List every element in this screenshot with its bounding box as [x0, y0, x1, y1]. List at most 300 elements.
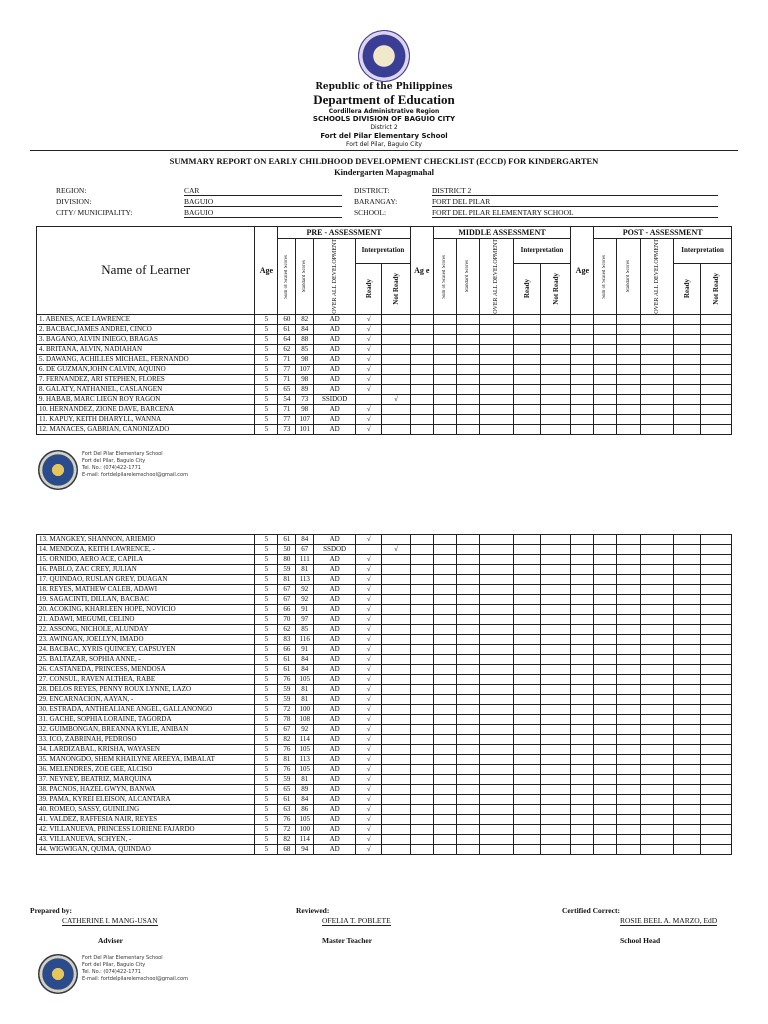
empty-cell: [540, 324, 570, 334]
empty-cell: [410, 404, 433, 414]
pre-notready-mark: [382, 595, 410, 605]
empty-cell: [594, 384, 617, 394]
empty-cell: [410, 384, 433, 394]
pre-sum-scaled: 50: [278, 545, 296, 555]
pre-standard-score: 84: [296, 795, 314, 805]
empty-cell: [410, 314, 433, 324]
empty-cell: [571, 615, 594, 625]
learner-name: 9. HABAB, MARC LIEGN ROY RAGON: [37, 394, 255, 404]
empty-cell: [456, 785, 479, 795]
empty-cell: [571, 705, 594, 715]
school-logo-bottom: [38, 954, 78, 994]
pre-standard-score: 105: [296, 765, 314, 775]
empty-cell: [513, 785, 540, 795]
empty-cell: [571, 685, 594, 695]
pre-age: 5: [255, 605, 278, 615]
empty-cell: [701, 384, 732, 394]
prepared-label: Prepared by:: [30, 906, 73, 915]
pre-standard-score: 81: [296, 685, 314, 695]
empty-cell: [701, 605, 732, 615]
empty-cell: [513, 384, 540, 394]
empty-cell: [594, 715, 617, 725]
empty-cell: [594, 795, 617, 805]
empty-cell: [674, 595, 701, 605]
empty-cell: [410, 675, 433, 685]
empty-cell: [571, 695, 594, 705]
empty-cell: [571, 795, 594, 805]
empty-cell: [540, 725, 570, 735]
empty-cell: [513, 414, 540, 424]
pre-sum-scaled: 73: [278, 424, 296, 434]
footer-line-3: Tel. No.: (074)422-1771: [82, 465, 141, 471]
empty-cell: [540, 545, 570, 555]
empty-cell: [540, 625, 570, 635]
empty-cell: [571, 625, 594, 635]
pre-standard-score: 84: [296, 535, 314, 545]
empty-cell: [540, 795, 570, 805]
empty-cell: [571, 665, 594, 675]
empty-cell: [479, 615, 513, 625]
learner-row: [37, 825, 732, 835]
empty-cell: [456, 314, 479, 324]
empty-cell: [701, 615, 732, 625]
pre-ready-mark: √: [356, 615, 382, 625]
pre-overall: AD: [314, 314, 356, 324]
empty-cell: [701, 825, 732, 835]
empty-cell: [617, 404, 640, 414]
empty-cell: [594, 535, 617, 545]
learner-row: [37, 815, 732, 825]
footer-line-1: Fort Del Pilar Elementary School: [82, 955, 163, 961]
empty-cell: [456, 775, 479, 785]
empty-cell: [701, 364, 732, 374]
empty-cell: [571, 715, 594, 725]
empty-cell: [640, 745, 674, 755]
empty-cell: [456, 635, 479, 645]
learner-name: 18. REYES, MATHEW CALEB, ADAWI: [37, 585, 255, 595]
empty-cell: [674, 805, 701, 815]
empty-cell: [410, 414, 433, 424]
empty-cell: [617, 815, 640, 825]
empty-cell: [617, 805, 640, 815]
learner-name: 31. GACHE, SOPHIA LORAINE, TAGORDA: [37, 715, 255, 725]
pre-ready-mark: √: [356, 354, 382, 364]
empty-cell: [479, 805, 513, 815]
empty-cell: [456, 615, 479, 625]
empty-cell: [513, 344, 540, 354]
rows-page2: [37, 535, 732, 855]
empty-cell: [513, 675, 540, 685]
learner-name: 17. QUINDAO, RUSLAN GREY, DUAGAN: [37, 575, 255, 585]
empty-cell: [513, 625, 540, 635]
footer-line-2: Fort del Pilar, Baguio City: [82, 458, 146, 464]
empty-cell: [479, 555, 513, 565]
empty-cell: [479, 635, 513, 645]
pre-standard-score: 111: [296, 555, 314, 565]
empty-cell: [701, 815, 732, 825]
empty-cell: [433, 705, 456, 715]
empty-cell: [456, 575, 479, 585]
empty-cell: [594, 845, 617, 855]
empty-cell: [571, 675, 594, 685]
pre-age: 5: [255, 815, 278, 825]
pre-notready-mark: [382, 565, 410, 575]
pre-notready-mark: √: [382, 545, 410, 555]
pre-sum-scaled: 62: [278, 344, 296, 354]
footer-line-1: Fort Del Pilar Elementary School: [82, 451, 163, 457]
learner-name: 28. DELOS REYES, PENNY ROUX LYNNE, LAZO: [37, 685, 255, 695]
empty-cell: [513, 745, 540, 755]
pre-notready-mark: [382, 825, 410, 835]
empty-cell: [701, 354, 732, 364]
empty-cell: [433, 585, 456, 595]
empty-cell: [410, 715, 433, 725]
pre-notready-mark: [382, 665, 410, 675]
learner-name: 11. KAPUY, KEITH DHARYLL, WANNA: [37, 414, 255, 424]
empty-cell: [410, 785, 433, 795]
empty-cell: [674, 635, 701, 645]
pre-ready-mark: √: [356, 605, 382, 615]
empty-cell: [433, 354, 456, 364]
empty-cell: [513, 845, 540, 855]
empty-cell: [540, 655, 570, 665]
learner-name: 14. MENDOZA, KEITH LAWRENCE, -: [37, 545, 255, 555]
empty-cell: [433, 675, 456, 685]
pre-overall: AD: [314, 795, 356, 805]
pre-notready-mark: [382, 364, 410, 374]
report-subtitle: Kindergarten Mapagmahal: [334, 167, 434, 177]
empty-cell: [594, 344, 617, 354]
empty-cell: [479, 374, 513, 384]
empty-cell: [513, 324, 540, 334]
learner-name: 16. PABLO, ZAC CREY, JULIAN: [37, 565, 255, 575]
empty-cell: [410, 615, 433, 625]
pre-age: 5: [255, 715, 278, 725]
pre-notready-mark: [382, 765, 410, 775]
pre-overall: AD: [314, 424, 356, 434]
empty-cell: [540, 344, 570, 354]
pre-ready-mark: √: [356, 755, 382, 765]
empty-cell: [640, 835, 674, 845]
empty-cell: [540, 645, 570, 655]
empty-cell: [513, 705, 540, 715]
empty-cell: [513, 755, 540, 765]
pre-notready-mark: [382, 615, 410, 625]
learner-row: [37, 535, 732, 545]
empty-cell: [701, 625, 732, 635]
empty-cell: [701, 745, 732, 755]
pre-overall: AD: [314, 755, 356, 765]
learner-name: 34. LARDIZABAL, KRISHA, WAYASEN: [37, 745, 255, 755]
learner-row: [37, 605, 732, 615]
empty-cell: [479, 585, 513, 595]
pre-standard-score: 107: [296, 414, 314, 424]
pre-age: 5: [255, 735, 278, 745]
empty-cell: [640, 815, 674, 825]
learner-name: 25. BALTAZAR, SOPHIA ANNE, -: [37, 655, 255, 665]
pre-age: 5: [255, 334, 278, 344]
empty-cell: [540, 815, 570, 825]
pre-age: 5: [255, 655, 278, 665]
pre-sum-scaled: 64: [278, 334, 296, 344]
empty-cell: [571, 775, 594, 785]
empty-cell: [571, 585, 594, 595]
empty-cell: [571, 575, 594, 585]
pre-overall: AD: [314, 835, 356, 845]
pre-sum-scaled: 72: [278, 705, 296, 715]
empty-cell: [617, 765, 640, 775]
empty-cell: [540, 535, 570, 545]
learner-name: 23. AWINGAN, JOELLYN, IMADO: [37, 635, 255, 645]
learner-row: [37, 364, 732, 374]
empty-cell: [540, 394, 570, 404]
empty-cell: [433, 785, 456, 795]
empty-cell: [479, 645, 513, 655]
empty-cell: [540, 314, 570, 324]
empty-cell: [640, 545, 674, 555]
empty-cell: [540, 555, 570, 565]
pre-ready-mark: √: [356, 344, 382, 354]
empty-cell: [701, 424, 732, 434]
empty-cell: [479, 755, 513, 765]
empty-cell: [540, 615, 570, 625]
empty-cell: [594, 785, 617, 795]
learner-name: 38. PACNOS, HAZEL GWYN, BANWA: [37, 785, 255, 795]
empty-cell: [594, 394, 617, 404]
empty-cell: [456, 675, 479, 685]
pre-notready-mark: [382, 344, 410, 354]
empty-cell: [433, 725, 456, 735]
empty-cell: [571, 755, 594, 765]
empty-cell: [456, 715, 479, 725]
pre-sum-scaled: 72: [278, 825, 296, 835]
empty-cell: [640, 705, 674, 715]
empty-cell: [594, 354, 617, 364]
empty-cell: [701, 334, 732, 344]
empty-cell: [456, 394, 479, 404]
school-line: Fort del Pilar Elementary School: [320, 132, 448, 140]
learner-row: [37, 765, 732, 775]
pre-sum-scaled: 63: [278, 805, 296, 815]
pre-age: 5: [255, 374, 278, 384]
pre-overall: AD: [314, 735, 356, 745]
learner-name: 15. ORNIDO, AERO ACE, CAPILA: [37, 555, 255, 565]
pre-sum-scaled: 65: [278, 384, 296, 394]
pre-standard-score: 98: [296, 404, 314, 414]
empty-cell: [674, 354, 701, 364]
pre-notready-mark: [382, 535, 410, 545]
empty-cell: [479, 685, 513, 695]
empty-cell: [513, 394, 540, 404]
pre-sum-scaled: 81: [278, 575, 296, 585]
empty-cell: [617, 645, 640, 655]
header-divider: [30, 150, 738, 151]
empty-cell: [540, 685, 570, 695]
pre-standard-score: 81: [296, 565, 314, 575]
pre-notready-mark: [382, 685, 410, 695]
empty-cell: [701, 735, 732, 745]
empty-cell: [617, 715, 640, 725]
empty-cell: [571, 545, 594, 555]
empty-cell: [674, 364, 701, 374]
empty-cell: [513, 645, 540, 655]
learner-name: 39. PAMA, KYREI ELEISON, ALCANTARA: [37, 795, 255, 805]
empty-cell: [456, 414, 479, 424]
empty-cell: [433, 625, 456, 635]
empty-cell: [701, 665, 732, 675]
learner-row: [37, 725, 732, 735]
empty-cell: [540, 745, 570, 755]
empty-cell: [594, 555, 617, 565]
pre-notready-mark: [382, 755, 410, 765]
empty-cell: [479, 815, 513, 825]
empty-cell: [674, 755, 701, 765]
eccd-table-page2: [36, 534, 732, 855]
school-label: SCHOOL:: [354, 208, 387, 217]
empty-cell: [410, 354, 433, 364]
pre-ready-mark: √: [356, 334, 382, 344]
mid-notready-header: Not Ready: [540, 263, 570, 314]
pre-standard-score: 92: [296, 585, 314, 595]
empty-cell: [513, 314, 540, 324]
empty-cell: [479, 384, 513, 394]
empty-cell: [594, 775, 617, 785]
pre-standard-score: 81: [296, 775, 314, 785]
pre-age: 5: [255, 645, 278, 655]
empty-cell: [674, 394, 701, 404]
empty-cell: [640, 595, 674, 605]
learner-row: [37, 655, 732, 665]
empty-cell: [513, 605, 540, 615]
learner-row: [37, 314, 732, 324]
empty-cell: [674, 585, 701, 595]
empty-cell: [674, 815, 701, 825]
pre-overall: AD: [314, 344, 356, 354]
pre-overall: AD: [314, 354, 356, 364]
empty-cell: [674, 765, 701, 775]
pre-overall: AD: [314, 555, 356, 565]
empty-cell: [479, 394, 513, 404]
pre-age: 5: [255, 705, 278, 715]
empty-cell: [571, 605, 594, 615]
region-value: CAR: [184, 186, 342, 196]
pre-age: 5: [255, 805, 278, 815]
pre-notready-mark: [382, 374, 410, 384]
certified-role: School Head: [620, 936, 661, 945]
empty-cell: [594, 755, 617, 765]
pre-ready-mark: √: [356, 745, 382, 755]
empty-cell: [674, 424, 701, 434]
empty-cell: [617, 314, 640, 324]
empty-cell: [617, 635, 640, 645]
empty-cell: [433, 805, 456, 815]
empty-cell: [674, 675, 701, 685]
pre-overall: AD: [314, 705, 356, 715]
empty-cell: [571, 404, 594, 414]
empty-cell: [594, 695, 617, 705]
empty-cell: [433, 535, 456, 545]
empty-cell: [571, 835, 594, 845]
empty-cell: [513, 535, 540, 545]
empty-cell: [410, 795, 433, 805]
empty-cell: [479, 665, 513, 675]
empty-cell: [571, 374, 594, 384]
pre-sum-scaled: 71: [278, 354, 296, 364]
empty-cell: [701, 655, 732, 665]
school-footer-address-bottom: [82, 955, 188, 983]
pre-standard-score: 89: [296, 384, 314, 394]
pre-standard-score: 89: [296, 785, 314, 795]
empty-cell: [513, 374, 540, 384]
empty-cell: [410, 575, 433, 585]
learner-name: 21. ADAWI, MEGUMI, CELINO: [37, 615, 255, 625]
empty-cell: [640, 655, 674, 665]
empty-cell: [479, 825, 513, 835]
empty-cell: [540, 414, 570, 424]
empty-cell: [571, 735, 594, 745]
address-line: Fort del Pilar, Baguio City: [346, 141, 422, 148]
pre-overall: AD: [314, 725, 356, 735]
empty-cell: [571, 314, 594, 324]
pre-ready-mark: √: [356, 404, 382, 414]
department-title: Department of Education: [313, 92, 455, 107]
empty-cell: [410, 665, 433, 675]
learner-row: [37, 695, 732, 705]
empty-cell: [594, 725, 617, 735]
empty-cell: [617, 595, 640, 605]
empty-cell: [617, 795, 640, 805]
empty-cell: [433, 414, 456, 424]
learner-name: 20. ACOKING, KHARLEEN HOPE, NOVICIO: [37, 605, 255, 615]
empty-cell: [617, 535, 640, 545]
empty-cell: [674, 565, 701, 575]
district-value: DISTRICT 2: [432, 186, 718, 196]
empty-cell: [617, 605, 640, 615]
empty-cell: [456, 765, 479, 775]
pre-notready-mark: [382, 635, 410, 645]
empty-cell: [433, 324, 456, 334]
pre-overall: AD: [314, 324, 356, 334]
pre-overall: AD: [314, 695, 356, 705]
pre-ready-mark: [356, 394, 382, 404]
empty-cell: [617, 845, 640, 855]
empty-cell: [617, 835, 640, 845]
empty-cell: [456, 685, 479, 695]
learner-row: [37, 424, 732, 434]
pre-age: 5: [255, 785, 278, 795]
learner-row: [37, 735, 732, 745]
pre-ready-mark: √: [356, 795, 382, 805]
empty-cell: [456, 705, 479, 715]
empty-cell: [456, 334, 479, 344]
empty-cell: [456, 374, 479, 384]
pre-standard-score: 108: [296, 715, 314, 725]
empty-cell: [456, 755, 479, 765]
empty-cell: [617, 745, 640, 755]
footer-line-4: E-mail: fortdelpilarelemschool@gmail.com: [82, 472, 188, 478]
pre-standard-score: 94: [296, 845, 314, 855]
empty-cell: [640, 535, 674, 545]
region-label: REGION:: [56, 186, 87, 195]
empty-cell: [433, 555, 456, 565]
empty-cell: [617, 344, 640, 354]
pre-ready-mark: √: [356, 675, 382, 685]
pre-ready-mark: √: [356, 695, 382, 705]
pre-standard-score: 82: [296, 314, 314, 324]
pre-overall: AD: [314, 364, 356, 374]
pre-age-header: Age: [255, 227, 278, 315]
empty-cell: [674, 845, 701, 855]
